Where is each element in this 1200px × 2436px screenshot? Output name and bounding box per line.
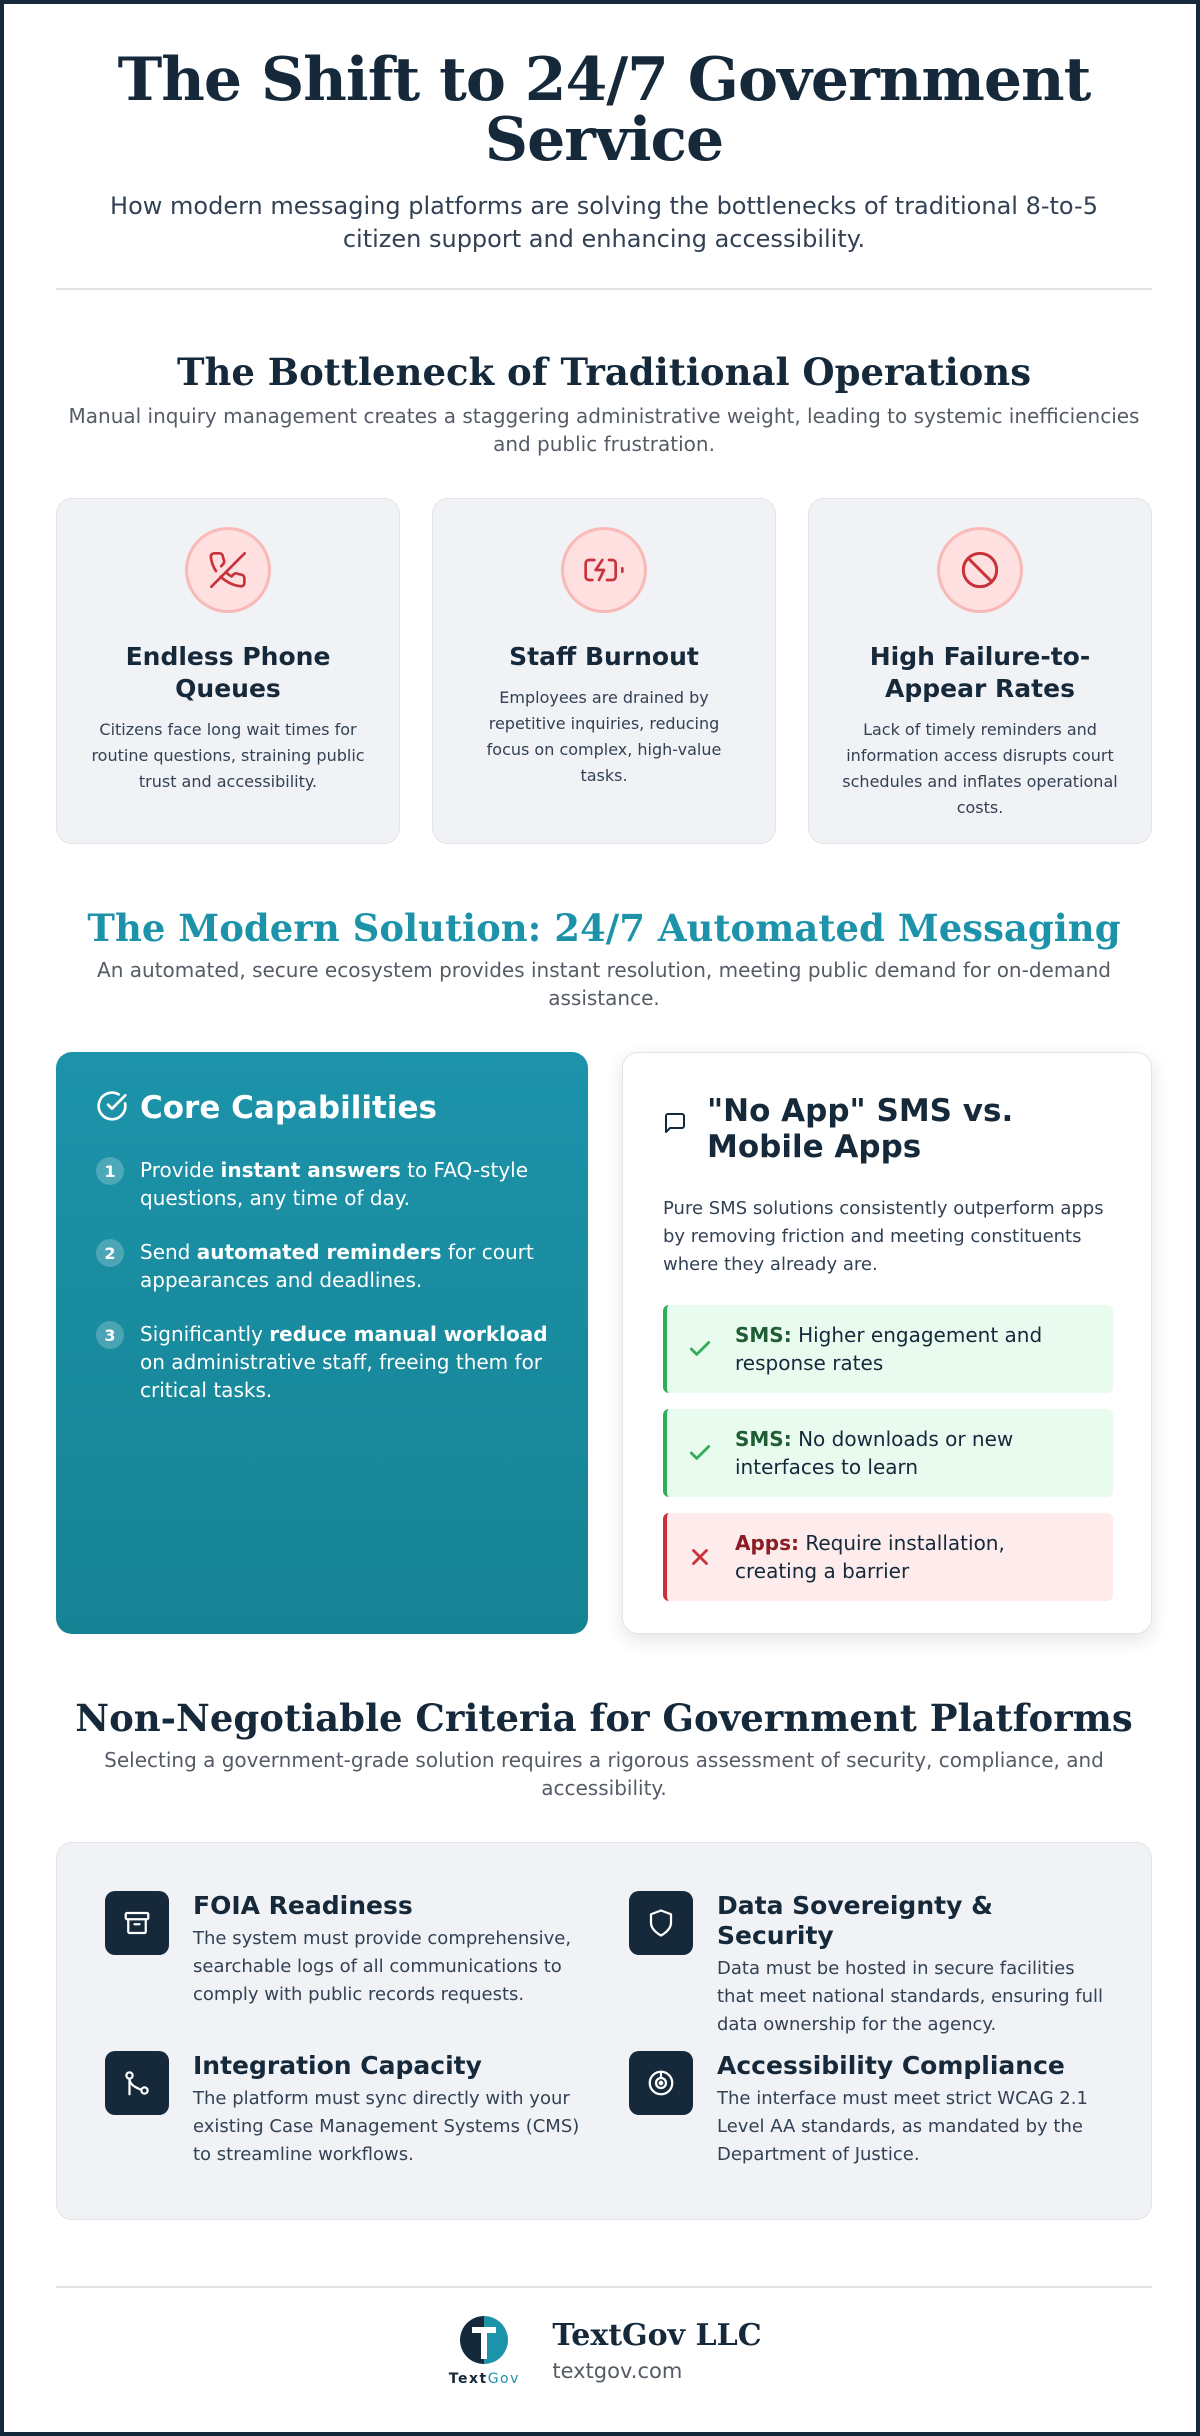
- criteria-subtitle: Selecting a government-grade solution requires a rigorous assessment of security, compliance, and accessibility.: [104, 1748, 1104, 1800]
- criteria-panel: [56, 1842, 1152, 2220]
- page-title: The Shift to 24/7 Government Service: [117, 45, 1091, 175]
- bottleneck-card-text: Citizens face long wait times for routine questions, straining public trust and accessibility.: [91, 720, 365, 791]
- criterion-text: The platform must sync directly with your existing Case Management Systems (CMS) to streamline workflows.: [193, 2088, 580, 2165]
- criterion-title: Integration Capacity: [193, 2051, 482, 2080]
- page-subtitle: How modern messaging platforms are solving the bottlenecks of traditional 8-to-5 citizen support and enhancing accessibility.: [110, 192, 1098, 253]
- criterion-title: FOIA Readiness: [193, 1891, 413, 1920]
- capability-highlight: automated reminders: [196, 1240, 442, 1264]
- archive-icon: [105, 1891, 169, 1955]
- solution-subtitle: An automated, secure ecosystem provides instant resolution, meeting public demand for on-demand assistance.: [97, 958, 1111, 1010]
- header-divider: [56, 288, 1152, 290]
- capability-highlight: reduce manual workload: [269, 1322, 548, 1346]
- criterion-accessibility-compliance: [629, 2051, 1109, 2169]
- company-name: TextGov LLC: [552, 2318, 762, 2353]
- step-number: 1: [96, 1157, 124, 1185]
- message-square-icon: [663, 1111, 687, 1139]
- footer-divider: [56, 2286, 1152, 2288]
- bottleneck-card-title: Staff Burnout: [509, 642, 699, 671]
- sms-vs-apps-card: [622, 1052, 1152, 1634]
- step-number: 2: [96, 1239, 124, 1267]
- list-item: 1 Provide instant answers to FAQ-style questions, any time of day.: [96, 1156, 548, 1212]
- company-url: textgov.com: [552, 2359, 683, 2383]
- bottleneck-card-text: Lack of timely reminders and information access disrupts court schedules and inflates operational costs.: [842, 720, 1118, 817]
- textgov-logo: TextGov: [446, 2314, 522, 2387]
- battery-charging-icon: [561, 527, 647, 613]
- bottleneck-card-title: Endless Phone Queues: [125, 642, 331, 703]
- criterion-text: The interface must meet strict WCAG 2.1 Level AA standards, as mandated by the Department of Justice.: [717, 2088, 1088, 2165]
- comparison-row-apps-installation: Apps: Require installation, creating a barrier: [663, 1513, 1113, 1601]
- bottleneck-card-title: High Failure-to-Appear Rates: [869, 642, 1091, 703]
- bottleneck-card-text: Employees are drained by repetitive inquiries, reducing focus on complex, high-value tasks.: [486, 688, 722, 785]
- capability-highlight: instant answers: [220, 1158, 401, 1182]
- check-icon: [687, 1440, 713, 1466]
- phone-off-icon: [185, 527, 271, 613]
- bottleneck-title: The Bottleneck of Traditional Operations: [176, 350, 1032, 394]
- bottleneck-card-staff-burnout: [432, 498, 776, 844]
- list-item: 2 Send automated reminders for court appearances and deadlines.: [96, 1238, 548, 1294]
- footer: [4, 2314, 1200, 2387]
- capabilities-list: [96, 1156, 548, 1404]
- bottleneck-subtitle: Manual inquiry management creates a staggering administrative weight, leading to systemic inefficiencies and public frustration.: [68, 404, 1140, 456]
- solution-title: The Modern Solution: 24/7 Automated Messaging: [87, 906, 1121, 950]
- criterion-integration-capacity: [105, 2051, 585, 2169]
- core-capabilities-card: [56, 1052, 588, 1634]
- ban-icon: [937, 527, 1023, 613]
- x-icon: [687, 1544, 713, 1570]
- bottleneck-card-failure-to-appear: [808, 498, 1152, 844]
- accessibility-icon: [629, 2051, 693, 2115]
- criterion-title: Accessibility Compliance: [717, 2051, 1065, 2080]
- check-icon: [687, 1336, 713, 1362]
- criteria-title: Non-Negotiable Criteria for Government Platforms: [75, 1696, 1133, 1740]
- bottleneck-card-phone-queues: [56, 498, 400, 844]
- criterion-data-sovereignty: [629, 1891, 1109, 2039]
- sms-card-description: Pure SMS solutions consistently outperform apps by removing friction and meeting constituents where they already are.: [663, 1198, 1104, 1275]
- comparison-row-sms-no-downloads: SMS: No downloads or new interfaces to learn: [663, 1409, 1113, 1497]
- criterion-title: Data Sovereignty & Security: [717, 1891, 993, 1950]
- sms-card-title: "No App" SMS vs. Mobile Apps: [707, 1093, 1014, 1165]
- core-capabilities-title: Core Capabilities: [140, 1090, 437, 1126]
- check-circle-icon: [96, 1090, 128, 1126]
- criterion-text: Data must be hosted in secure facilities that meet national standards, ensuring full data ownership for the agency.: [717, 1958, 1104, 2035]
- step-number: 3: [96, 1321, 124, 1349]
- criterion-text: The system must provide comprehensive, searchable logs of all communications to comply with public records requests.: [193, 1928, 572, 2005]
- list-item: 3 Significantly reduce manual workload on administrative staff, freeing them for critical tasks.: [96, 1320, 548, 1404]
- shield-icon: [629, 1891, 693, 1955]
- comparison-row-sms-engagement: SMS: Higher engagement and response rates: [663, 1305, 1113, 1393]
- criterion-foia-readiness: [105, 1891, 585, 2009]
- git-merge-icon: [105, 2051, 169, 2115]
